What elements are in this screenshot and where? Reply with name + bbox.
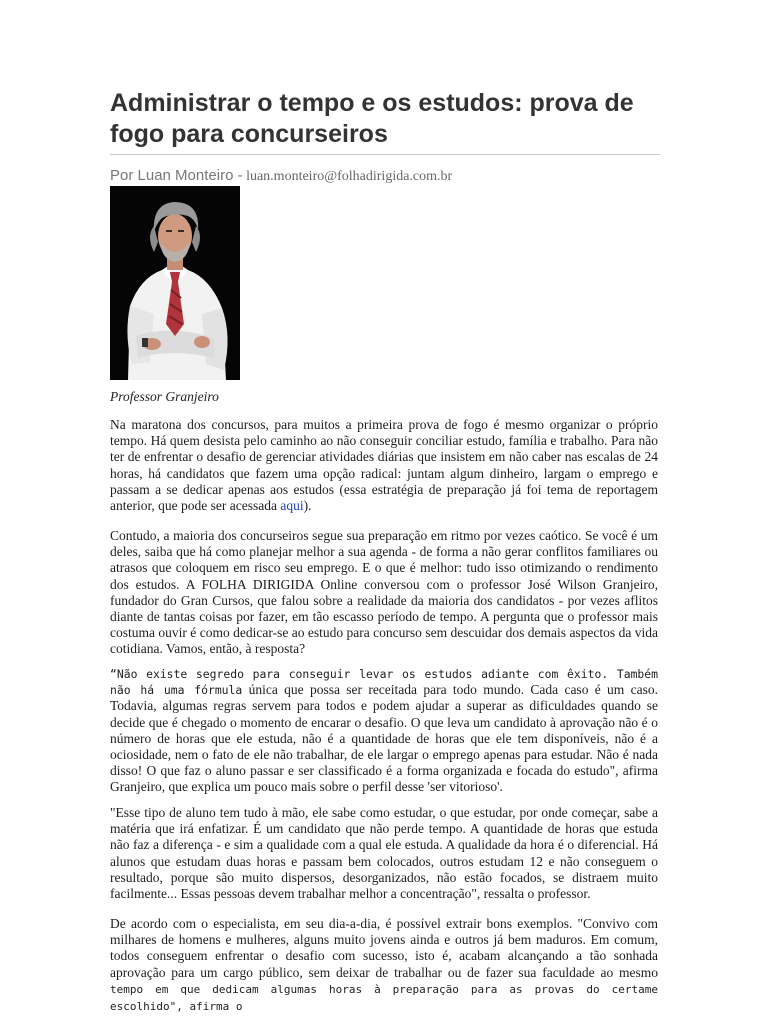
paragraph-1-text: Na maratona dos concursos, para muitos a primeira prova de fogo é mesmo organizar o próprio tempo. Há quem desista pelo caminho ao não conseguir conciliar estudo, família e trabalho. Para não ter de enfrentar o desafio de gerenciar atividades diárias que insistem em não caber nas escalas de 24 horas, há candidatos que fazem uma opção radical: juntam algum dinheiro, largam o emprego e passam a se dedicar apenas aos estudos (essa estratégia de preparação já foi tema de reportagem anterior, que pode ser acessada [110, 417, 658, 514]
paragraph-5 [110, 916, 658, 1015]
paragraph-3-lead: “Não existe segredo para conseguir levar os estudos adiante com êxito. Também não há uma fórmula [110, 667, 658, 698]
paragraph-3-rest: única que possa ser receitada para todo mundo. Cada caso é um caso. Todavia, algumas regras servem para todos e podem ajudar a superar as dificuldades quando se decide que é chegado o momento de encarar o desafio. O que leva um candidato à aprovação não é o número de horas que ele estuda, não é a quantidade de horas que ele tem disponíveis, não é a ociosidade, nem o fato de ele não trabalhar, de ele largar o emprego apenas para estudar. Não é nada disso! O que faz o aluno passar e ser classificado é a forma organizada e focada do estudo", afirma Granjeiro, que explica um pouco mais sobre o perfil desse 'ser vitorioso'. [110, 682, 658, 795]
aqui-link[interactable]: aqui [280, 498, 304, 514]
professor-photo [110, 186, 240, 380]
article-title: Administrar o tempo e os estudos: prova de fogo para concurseiros [110, 89, 634, 148]
paragraph-1 [110, 417, 658, 514]
paragraph-3 [110, 666, 658, 796]
paragraph-5-tail: tempo em que dedicam algumas horas à preparação para as provas do certame escolhido", afirma o [110, 982, 658, 1014]
byline-email: luan.monteiro@folhadirigida.com.br [246, 169, 453, 184]
paragraph-2: Contudo, a maioria dos concurseiros segue sua preparação em ritmo por vezes caótico. Se você é um deles, saiba que há como planejar melhor a sua agenda - de forma a não gerar conflitos familiares ou atrasos que coloquem em risco seu emprego. E o que é melhor: tudo isso otimizando o rendimento dos estudos. A FOLHA DIRIGIDA Online conversou com o professor José Wilson Granjeiro, fundador do Gran Cursos, que falou sobre a realidade da maioria dos candidatos - por vezes aflitos diante de tantas coisas por fazer, em tão escasso período de tempo. A pergunta que o professor mais costuma ouvir é como dedicar-se ao estudo para concurso sem descuidar dos demais aspectos da vida cotidiana. Vamos, então, à resposta? [110, 528, 658, 657]
byline [110, 166, 660, 187]
paragraph-4: "Esse tipo de aluno tem tudo à mão, ele sabe como estudar, o que estudar, por onde começar, sabe a matéria que irá enfatizar. É um candidato que não perde tempo. A quantidade de horas que estuda não faz a diferença - e sim a qualidade com a qual ele estuda. A qualidade da hora é o diferencial. Há alunos que estudam duas horas e passam bem colocados, outros estudam 12 e não conseguem o resultado, porque são muito dispersos, desorganizados, não estão focados, se distraem muito facilmente... Essas pessoas devem trabalhar melhor a concentração", ressalta o professor. [110, 805, 658, 902]
photo-caption: Professor Granjeiro [110, 389, 219, 404]
paragraph-5-text: De acordo com o especialista, em seu dia-a-dia, é possível extrair bons exemplos. "Convivo com milhares de homens e mulheres, alguns muito jovens ainda e outros já bem maduros. Em comum, todos conseguem enfrentar o desafio com sucesso, isto é, acabam alcançando a tão sonhada aprovação para um cargo público, sem deixar de trabalhar ou de fazer sua faculdade ao mesmo [110, 916, 658, 980]
byline-author: Por Luan Monteiro - [110, 167, 243, 184]
paragraph-1-end: ). [303, 498, 312, 514]
portrait-illustration [110, 186, 240, 380]
title-divider [110, 154, 660, 155]
